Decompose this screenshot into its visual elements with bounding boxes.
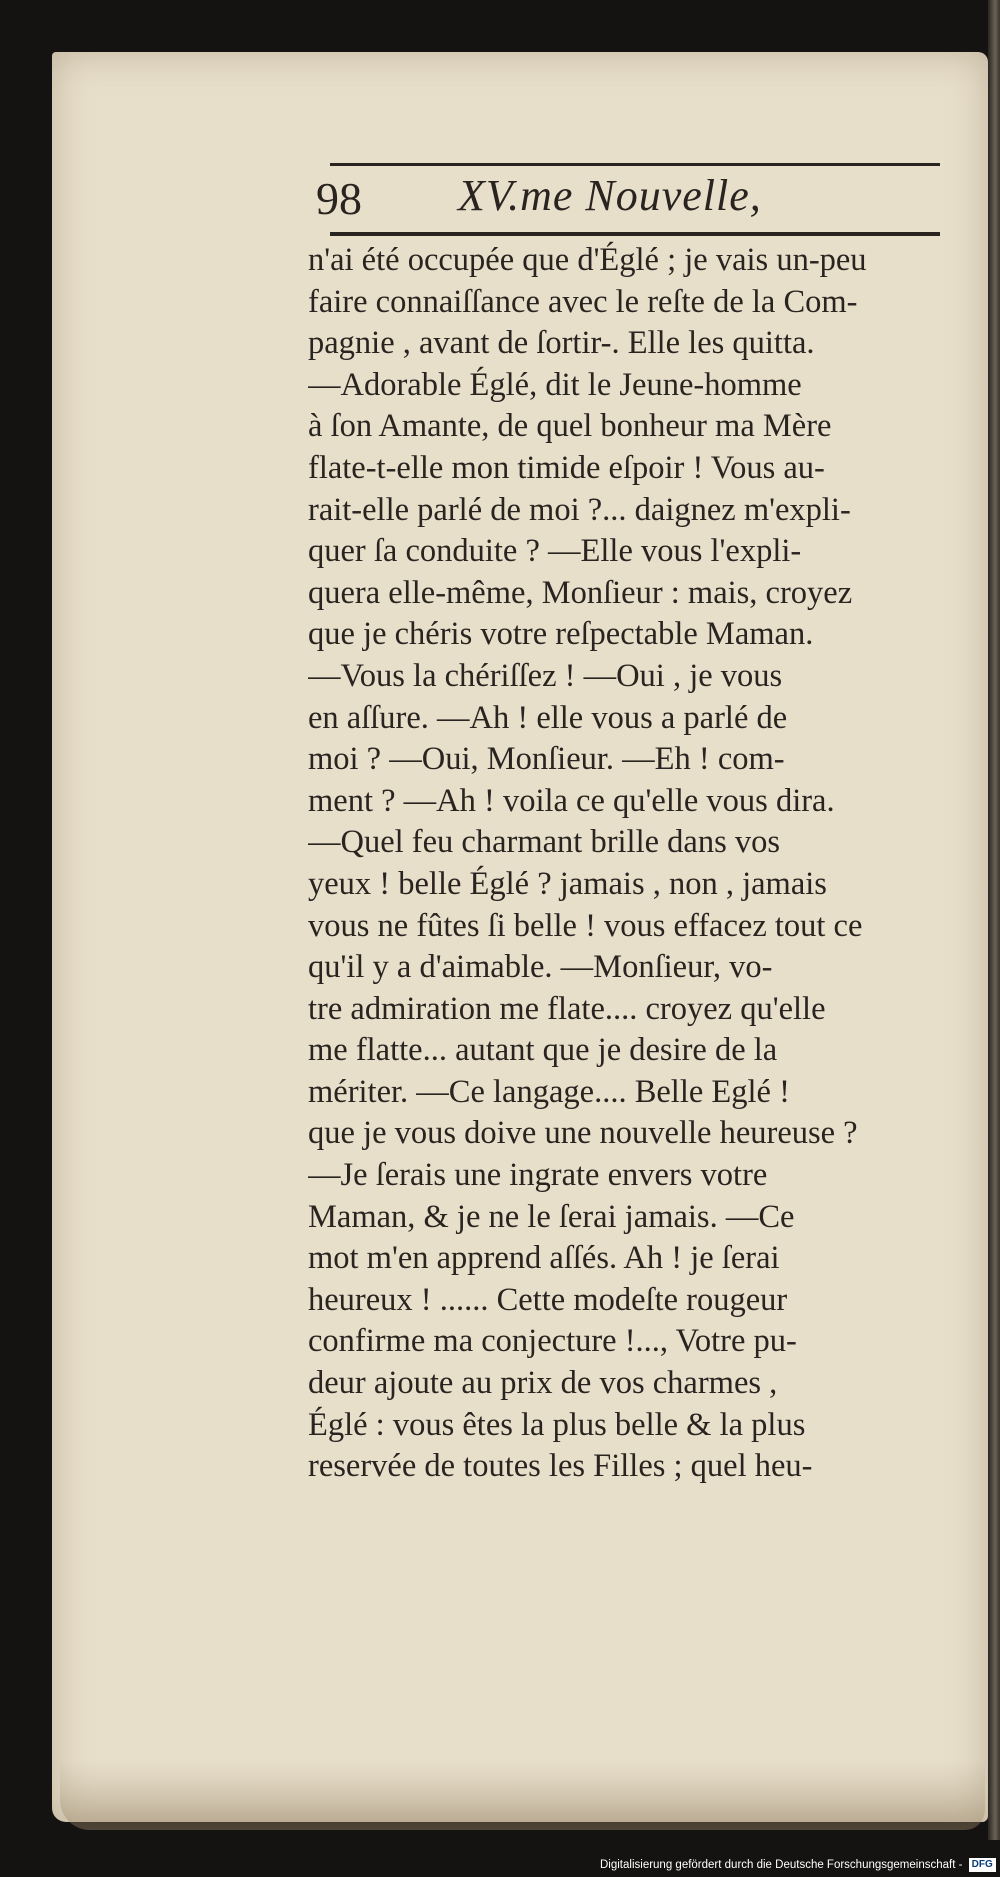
text-line: flate-t-elle mon timide eſpoir ! Vous au-	[308, 449, 825, 486]
digitization-credit	[600, 1855, 994, 1875]
text-line: vous ne fûtes ſi belle ! vous effacez tout ce	[308, 907, 863, 944]
page-bottom-shadow	[60, 1760, 985, 1830]
header-rule-bottom	[330, 232, 940, 236]
text-line: Maman, & je ne le ſerai jamais. —Ce	[308, 1198, 795, 1235]
text-line: yeux ! belle Églé ? jamais , non , jamais	[308, 865, 827, 902]
text-line: me flatte... autant que je desire de la	[308, 1032, 778, 1069]
dfg-logo: DFG	[969, 1858, 996, 1872]
text-line: pagnie , avant de ſortir-. Elle les quitta.	[308, 325, 815, 362]
text-line: n'ai été occupée que d'Églé ; je vais un-peu	[308, 242, 867, 278]
text-line: mot m'en apprend aſſés. Ah ! je ſerai	[308, 1240, 780, 1277]
credit-text: Digitalisierung gefördert durch die Deutsche Forschungsgemeinschaft -	[600, 1859, 963, 1871]
text-line: en aſſure. —Ah ! elle vous a parlé de	[308, 699, 788, 736]
header-rule-top	[330, 163, 940, 166]
text-line: tre admiration me flate.... croyez qu'elle	[308, 990, 826, 1027]
text-line: reservée de toutes les Filles ; quel heu-	[308, 1448, 813, 1485]
page-number: 98	[316, 173, 362, 224]
book-fore-edge	[988, 0, 1000, 1840]
text-line: —Je ſerais une ingrate envers votre	[308, 1157, 768, 1194]
text-line: que je chéris votre reſpectable Maman.	[308, 616, 814, 653]
text-line: faire connaiſſance avec le reſte de la Com-	[308, 283, 858, 320]
text-line: deur ajoute au prix de vos charmes ,	[308, 1365, 778, 1402]
text-line: mériter. —Ce langage.... Belle Eglé !	[308, 1073, 790, 1110]
text-line: —Adorable Églé, dit le Jeune-homme	[308, 366, 802, 403]
text-line: que je vous doive une nouvelle heureuse ?	[308, 1115, 858, 1152]
text-line: à ſon Amante, de quel bonheur ma Mère	[308, 408, 832, 445]
text-line: qu'il y a d'aimable. —Monſieur, vo-	[308, 949, 773, 986]
text-line: Églé : vous êtes la plus belle & la plus	[308, 1406, 806, 1443]
text-line: moi ? —Oui, Monſieur. —Eh ! com-	[308, 741, 785, 778]
text-line: rait-elle parlé de moi ?... daignez m'expli-	[308, 491, 851, 528]
text-line: —Quel feu charmant brille dans vos	[308, 824, 781, 861]
text-line: —Vous la chériſſez ! —Oui , je vous	[308, 657, 783, 694]
text-line: quera elle-même, Monſieur : mais, croyez	[308, 574, 853, 611]
body-text	[308, 240, 978, 1488]
text-line: quer ſa conduite ? —Elle vous l'expli-	[308, 533, 802, 570]
running-head: XV.me Nouvelle,	[458, 171, 762, 220]
text-line: ment ? —Ah ! voila ce qu'elle vous dira.	[308, 782, 835, 819]
text-line: heureux ! ...... Cette modeſte rougeur	[308, 1281, 788, 1318]
text-line: confirme ma conjecture !..., Votre pu-	[308, 1323, 797, 1360]
